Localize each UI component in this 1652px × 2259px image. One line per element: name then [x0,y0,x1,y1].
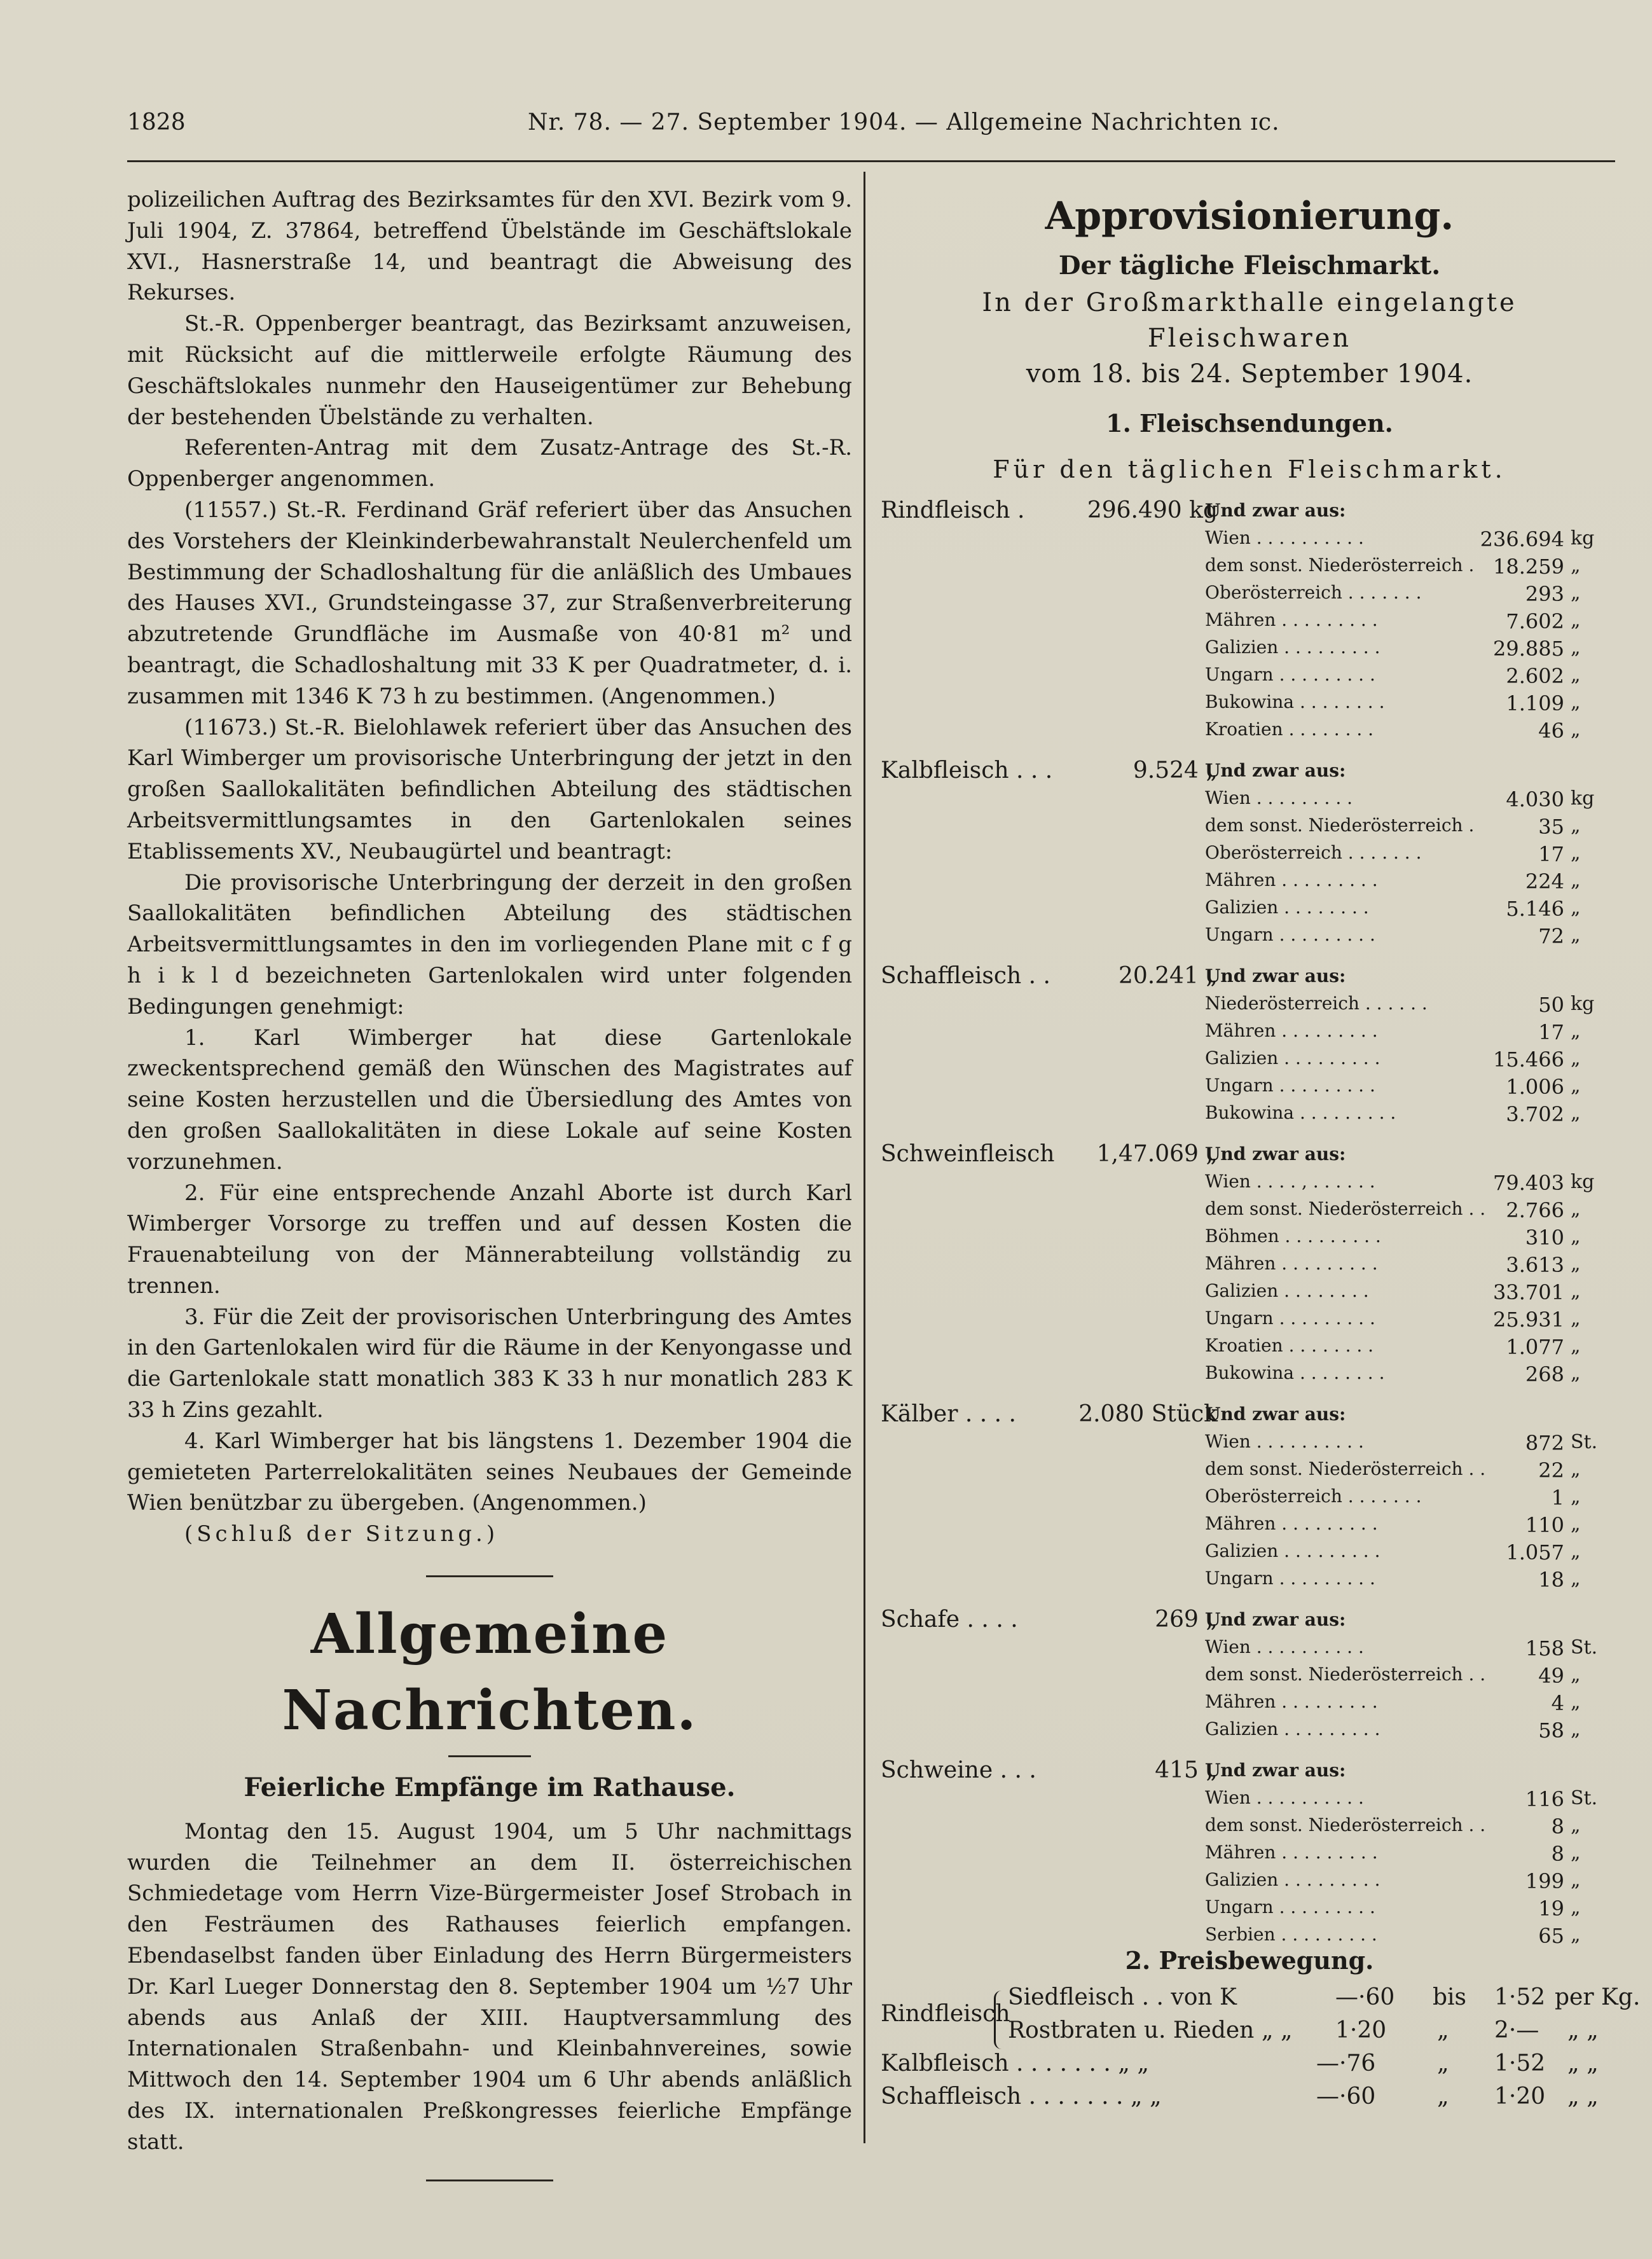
origin-row [1205,1689,1618,1716]
paragraph: 1. Karl Wimberger hat diese Gartenlokale zweckentsprechend gemäß den Wünschen des Magistrates auf seine Kosten herzustellen und die Übersiedlung des Amtes von den großen Saallokalitäten in diese Lokale auf seine Kosten vorzunehmen. [127,1025,852,1175]
origin-row [1205,634,1618,661]
origin-row [1205,922,1618,949]
shipment-block [881,963,1618,1141]
origin-unit: „ [1571,815,1581,837]
origin-row [1205,867,1618,894]
origin-name: Galizien . . . . . . . . . [1205,1047,1380,1068]
meat-type: Kalbfleisch . . . [881,757,1053,784]
origin-unit: „ [1571,1458,1581,1481]
origin-name: Ungarn . . . . . . . . . [1205,1896,1375,1917]
paragraph: (11557.) St.-R. Ferdinand Gräf referiert über das Ansuchen des Vorstehers der Kleinkinderbewahranstalt Neulerchenfeld um Bestimmung der Schadloshaltung für die anläßlich des Umbaues des Hauses XVI., Grundsteingasse 37, zur Straßenverbreiterung abzutretende Grundfläche im Ausmaße von 40·81 m² und beantragt, die Schadloshaltung mit 33 K per Quadratmeter, d. i. zusammen mit 1346 K 73 h zu bestimmen. (Angenommen.) [127,497,852,709]
origin-value: 2.602 [1506,664,1564,688]
origin-row [1205,894,1618,922]
origin-value: 4 [1551,1691,1564,1715]
price-to: 1·52 [1494,2050,1546,2076]
meat-type: Rindfleisch . [881,497,1025,523]
origin-name: Wien . . . . . . . . . [1205,787,1353,808]
origin-value: 224 [1525,869,1564,894]
origin-unit: „ [1571,1486,1581,1508]
meat-type: Schweine . . . [881,1757,1036,1783]
origin-list [1205,1606,1618,1743]
paragraph: 4. Karl Wimberger hat bis längstens 1. Dezember 1904 die gemieteten Parterrelokalitäten seines Neubaues der Gemeinde Wien benützbar zu übergeben. (Angenommen.) [127,1428,852,1516]
origin-unit: „ [1571,1308,1581,1330]
origin-unit: St. [1571,1787,1598,1809]
origin-row [1205,1045,1618,1072]
origin-row [1205,990,1618,1018]
origin-list [1205,1757,1618,1949]
origin-row [1205,1305,1618,1332]
origin-value: 268 [1525,1362,1564,1386]
origin-value: 22 [1538,1458,1564,1482]
origin-value: 46 [1538,719,1564,743]
price-label: Rindfleisch [881,2001,1010,2027]
meat-type: Schafe . . . . [881,1606,1018,1633]
paragraph: Montag den 15. August 1904, um 5 Uhr nachmittags wurden die Teilnehmer an dem II. österreichischen Schmiedetage vom Herrn Vize-Bürgermeister Josef Strobach in den Festräumen des Rathauses feierlich empfangen. Ebendaselbst fanden über Einladung des Herrn Bürgermeisters Dr. Karl Lueger Donnerstag den 8. September 1904 um ½7 Uhr abends aus Anlaß der XIII. Hauptversammlung des Internationalen Straßenbahn- und Kleinbahnvereines, sowie Mittwoch den 14. September 1904 um 6 Uhr abends anläßlich des IX. internationalen Preßkongresses feierliche Empfänge statt. [127,1818,852,2155]
section-subtitle: Feierliche Empfänge im Rathause. [244,1772,736,1803]
origin-name: Mähren . . . . . . . . . [1205,1253,1378,1274]
origin-name: Galizien . . . . . . . . [1205,1280,1369,1301]
origin-value: 158 [1525,1636,1564,1661]
origin-row [1205,812,1618,839]
origin-unit: „ [1571,842,1581,864]
origin-name: Ungarn . . . . . . . . . [1205,1308,1375,1329]
origin-unit: „ [1571,691,1581,714]
header-rule [127,160,1615,162]
origin-row [1205,785,1618,812]
origin-value: 8 [1551,1842,1564,1866]
meat-type: Schaffleisch . . [881,963,1050,989]
price-row [881,1984,1641,2027]
origin-name: Und zwar aus: [1205,1609,1346,1630]
meat-total: 1,47.069 „ [1096,1141,1218,1167]
price-row [881,2083,1618,2117]
origin-name: dem sonst. Niederösterreich . . [1205,1814,1486,1835]
origin-name: dem sonst. Niederösterreich . [1205,555,1475,576]
paragraph: polizeilichen Auftrag des Bezirksamtes für den XVI. Bezirk vom 9. Juli 1904, Z. 37864, betreffend Übelstände im Geschäftslokale XVI., Hasnerstraße 14, und beantragt die Abweisung des Rekurses. [127,187,852,306]
origin-unit: „ [1571,1664,1581,1686]
origin-row [1205,963,1618,990]
price-from: —·60 [1316,2083,1376,2110]
price-row [881,2050,1618,2083]
origin-row [1205,1921,1618,1949]
meat-total: 9.524 „ [1132,757,1218,784]
origin-value: 19 [1538,1896,1564,1921]
running-header [127,109,1615,148]
origin-unit: „ [1571,1335,1581,1357]
origin-row [1205,1250,1618,1278]
origin-list [1205,757,1618,949]
origin-unit: St. [1571,1431,1598,1453]
origin-row [1205,1565,1618,1592]
origin-name: Bukowina . . . . . . . . . [1205,1102,1396,1123]
origin-row [1205,1867,1618,1894]
origin-name: dem sonst. Niederösterreich . [1205,815,1475,836]
origin-row [1205,1278,1618,1305]
origin-unit: „ [1571,1075,1581,1097]
origin-row [1205,1196,1618,1223]
shipment-block [881,1757,1618,1963]
origin-row [1205,1223,1618,1250]
origin-value: 1.057 [1506,1540,1564,1565]
origin-value: 17 [1538,1020,1564,1044]
paragraph: (11673.) St.-R. Bielohlawek referiert über das Ansuchen des Karl Wimberger um provisorische Unterbringung der jetzt in den großen Saallokalitäten befindlichen Abteilung des städtischen Arbeitsvermittlungsamtes in den Gartenlokalen seines Etablissements XV., Neubaugürtel und beantragt: [127,714,852,864]
origin-value: 3.613 [1506,1253,1564,1277]
meat-type: Kälber . . . . [881,1401,1016,1427]
origin-value: 872 [1525,1431,1564,1455]
column-divider [864,172,865,2143]
origin-row [1205,1483,1618,1510]
origin-unit: „ [1571,1540,1581,1563]
origin-name: Kroatien . . . . . . . . [1205,719,1374,740]
origin-unit: „ [1571,1691,1581,1713]
origin-name: Oberösterreich . . . . . . . [1205,582,1422,603]
origin-name: Mähren . . . . . . . . . [1205,869,1378,890]
origin-unit: kg [1571,527,1595,549]
origin-name: Oberösterreich . . . . . . . [1205,842,1422,863]
origin-unit: „ [1571,609,1581,632]
meat-total: 296.490 kg [1087,497,1218,523]
origin-value: 58 [1538,1718,1564,1743]
origin-row [1205,1360,1618,1387]
shipment-block [881,1141,1618,1401]
right-title: Approvisionierung. [1045,194,1454,238]
origin-name: Galizien . . . . . . . . . [1205,637,1380,658]
origin-value: 236.694 [1480,527,1564,551]
title-underline [448,1755,531,1757]
origin-unit: „ [1571,924,1581,946]
page-number: 1828 [127,109,186,135]
section-divider [426,1575,553,1577]
price-from: —·60 [1335,1984,1395,2010]
origin-unit: „ [1571,664,1581,686]
meat-total: 2.080 Stück [1078,1401,1218,1427]
origin-name: Und zwar aus: [1205,965,1346,986]
origin-name: Kroatien . . . . . . . . [1205,1335,1374,1356]
price-unit: „ „ [1567,2083,1599,2110]
origin-row [1205,1510,1618,1538]
meat-total: 20.241 „ [1118,963,1218,989]
end-divider [426,2180,553,2181]
paragraph: Die provisorische Unterbringung der derzeit in den großen Saallokalitäten befindlichen Abteilung des städtischen Arbeitsvermittlungsamtes in den im vorliegenden Plane mit c f g h i k l d bezeichneten Gartenlokalen wird unter folgenden Bedingungen genehmigt: [127,869,852,1019]
origin-row [1205,1018,1618,1045]
origin-unit: „ [1571,1280,1581,1302]
origin-unit: „ [1571,582,1581,604]
shipment-block [881,1606,1618,1757]
origin-value: 7.602 [1506,609,1564,633]
paragraph: St.-R. Oppenberger beantragt, das Bezirksamt anzuweisen, mit Rücksicht auf die mittlerweile erfolgte Räumung des Geschäftslokales nunmehr den Hauseigentümer zur Behebung der bestehenden Übelstände zu verhalten. [127,311,852,430]
intro-line: In der Großmarkthalle eingelangte Fleischwaren [982,288,1517,353]
price-item: Rostbraten u. Rieden „ „ [1008,2017,1293,2043]
section-heading: 1. Fleischsendungen. [1106,409,1393,438]
origin-row [1205,1661,1618,1689]
origin-row [1205,1072,1618,1100]
price-label: Kalbfleisch . . . . . . . „ „ [881,2050,1149,2076]
origin-list [1205,497,1618,743]
meat-type: Schweinfleisch [881,1141,1055,1167]
origin-value: 35 [1538,815,1564,839]
origin-unit: „ [1571,1513,1581,1535]
origin-row [1205,1428,1618,1456]
origin-value: 65 [1538,1924,1564,1948]
origin-value: 33.701 [1493,1280,1564,1304]
price-unit: „ „ [1567,2017,1599,2043]
origin-value: 1.109 [1506,691,1564,715]
origin-name: Oberösterreich . . . . . . . [1205,1486,1422,1507]
origin-name: Wien . . . . . . . . . . [1205,1636,1364,1657]
origin-name: Ungarn . . . . . . . . . [1205,924,1375,945]
origin-row [1205,661,1618,689]
shipment-block [881,1401,1618,1606]
origin-name: Und zwar aus: [1205,760,1346,781]
origin-row [1205,497,1618,525]
price-bis: „ [1437,2050,1449,2076]
running-title: Nr. 78. — 27. September 1904. — Allgemeine Nachrichten ɪc. [528,109,1280,135]
origin-unit: „ [1571,1568,1581,1590]
origin-value: 1.077 [1506,1335,1564,1359]
price-row [881,2017,1618,2050]
origin-row [1205,1606,1618,1634]
origin-name: Galizien . . . . . . . . [1205,897,1369,918]
origin-unit: „ [1571,555,1581,577]
right-column [881,191,1618,1963]
origin-unit: kg [1571,787,1595,810]
origin-row [1205,579,1618,607]
origin-value: 4.030 [1506,787,1564,812]
origin-name: Und zwar aus: [1205,1760,1346,1781]
origin-name: Und zwar aus: [1205,1404,1346,1425]
section-subheading: Für den täglichen Fleischmarkt. [993,455,1506,483]
meat-total: 269 „ [1155,1606,1218,1633]
origin-value: 25.931 [1493,1308,1564,1332]
origin-name: Mähren . . . . . . . . . [1205,1020,1378,1041]
origin-row [1205,1100,1618,1127]
origin-value: 1.006 [1506,1075,1564,1099]
origin-row [1205,552,1618,579]
paragraph: Referenten-Antrag mit dem Zusatz-Antrage des St.-R. Oppenberger angenommen. [127,435,852,492]
origin-name: Wien . . . . . . . . . . [1205,1787,1364,1808]
origin-value: 310 [1525,1226,1564,1250]
origin-name: Serbien . . . . . . . . . [1205,1924,1377,1945]
origin-row [1205,1634,1618,1661]
origin-row [1205,607,1618,634]
origin-unit: „ [1571,1253,1581,1275]
left-column [127,184,852,2200]
price-to: 2·— [1494,2017,1539,2043]
origin-unit: „ [1571,1842,1581,1864]
origin-name: Ungarn . . . . . . . . . [1205,664,1375,685]
price-to: 1·20 [1494,2083,1546,2110]
origin-name: Mähren . . . . . . . . . [1205,609,1378,630]
price-from: 1·20 [1335,2017,1387,2043]
origin-row [1205,1538,1618,1565]
origin-name: Galizien . . . . . . . . . [1205,1540,1380,1561]
origin-name: Mähren . . . . . . . . . [1205,1842,1378,1863]
price-bis: „ [1437,2083,1449,2110]
origin-row [1205,1894,1618,1921]
origin-row [1205,1839,1618,1867]
origin-value: 8 [1551,1814,1564,1839]
origin-row [1205,525,1618,552]
price-unit: „ „ [1567,2050,1599,2076]
origin-value: 5.146 [1506,897,1564,921]
price-item: Siedfleisch . . von K [1008,1984,1237,2010]
origin-value: 293 [1525,582,1564,606]
origin-unit: „ [1571,1102,1581,1124]
origin-value: 116 [1525,1787,1564,1811]
price-unit: per Kg. [1555,1984,1641,2010]
origin-unit: kg [1571,1171,1595,1193]
origin-unit: „ [1571,897,1581,919]
origin-value: 29.885 [1493,637,1564,661]
origin-value: 199 [1525,1869,1564,1893]
origin-row [1205,1785,1618,1812]
shipments-table [881,497,1618,1963]
origin-name: Mähren . . . . . . . . . [1205,1513,1378,1534]
origin-list [1205,1401,1618,1592]
origin-value: 79.403 [1493,1171,1564,1195]
origin-name: Wien . . . . . . . . . . [1205,1431,1364,1452]
origin-unit: „ [1571,1814,1581,1837]
origin-unit: „ [1571,1226,1581,1248]
origin-name: Wien . . . . , . . . . . . [1205,1171,1375,1192]
origin-value: 15.466 [1493,1047,1564,1072]
origin-row [1205,1757,1618,1785]
origin-value: 17 [1538,842,1564,866]
session-end: (Schluß der Sitzung.) [184,1521,499,1547]
origin-name: Böhmen . . . . . . . . . [1205,1226,1381,1247]
origin-unit: „ [1571,1047,1581,1070]
origin-unit: „ [1571,1362,1581,1385]
shipment-block [881,757,1618,963]
origin-name: dem sonst. Niederösterreich . . [1205,1198,1486,1219]
section-title: Allgemeine Nachrichten. [282,1602,698,1743]
origin-name: dem sonst. Niederösterreich . . [1205,1458,1486,1479]
origin-value: 49 [1538,1664,1564,1688]
origin-row [1205,757,1618,785]
origin-name: Mähren . . . . . . . . . [1205,1691,1378,1712]
origin-value: 2.766 [1506,1198,1564,1222]
origin-name: Galizien . . . . . . . . . [1205,1869,1380,1890]
origin-row [1205,716,1618,743]
origin-unit: „ [1571,869,1581,892]
price-bis: „ [1437,2017,1449,2043]
price-heading: 2. Preisbewegung. [1125,1946,1374,1975]
origin-unit: „ [1571,1896,1581,1919]
origin-row [1205,1332,1618,1360]
origin-value: 18.259 [1493,555,1564,579]
paragraph: 2. Für eine entsprechende Anzahl Aborte ist durch Karl Wimberger Vorsorge zu treffen und auf dessen Kosten die Frauenabteilung von der Männerabteilung vollständig zu trennen. [127,1180,852,1299]
origin-value: 1 [1551,1486,1564,1510]
origin-value: 3.702 [1506,1102,1564,1126]
origin-unit: „ [1571,1020,1581,1042]
intro-line: vom 18. bis 24. September 1904. [1026,359,1473,389]
origin-name: Galizien . . . . . . . . . [1205,1718,1380,1739]
origin-unit: St. [1571,1636,1598,1659]
origin-list [1205,963,1618,1127]
origin-unit: kg [1571,993,1595,1015]
right-subtitle: Der tägliche Fleischmarkt. [1058,251,1441,280]
origin-name: Und zwar aus: [1205,500,1346,521]
origin-name: Wien . . . . . . . . . . [1205,527,1364,548]
price-to: 1·52 [1494,1984,1546,2010]
origin-name: Ungarn . . . . . . . . . [1205,1568,1375,1589]
origin-value: 50 [1538,993,1564,1017]
origin-name: dem sonst. Niederösterreich . . [1205,1664,1486,1685]
origin-list [1205,1141,1618,1387]
origin-row [1205,839,1618,867]
origin-row [1205,1456,1618,1483]
origin-value: 18 [1538,1568,1564,1592]
origin-value: 110 [1525,1513,1564,1537]
origin-value: 72 [1538,924,1564,948]
origin-unit: „ [1571,637,1581,659]
origin-name: Und zwar aus: [1205,1143,1346,1164]
origin-unit: „ [1571,1924,1581,1946]
price-from: —·76 [1316,2050,1376,2076]
price-label: Schaffleisch . . . . . . . „ „ [881,2083,1162,2110]
origin-unit: „ [1571,1869,1581,1891]
origin-row [1205,689,1618,716]
origin-unit: „ [1571,1198,1581,1220]
origin-row [1205,1141,1618,1168]
origin-name: Bukowina . . . . . . . . [1205,691,1385,712]
origin-name: Bukowina . . . . . . . . [1205,1362,1385,1383]
meat-total: 415 „ [1155,1757,1218,1783]
origin-name: Niederösterreich . . . . . . [1205,993,1428,1014]
origin-unit: „ [1571,1718,1581,1741]
origin-unit: „ [1571,719,1581,741]
origin-row [1205,1168,1618,1196]
origin-row [1205,1812,1618,1839]
origin-row [1205,1716,1618,1743]
origin-row [1205,1401,1618,1428]
paragraph: 3. Für die Zeit der provisorischen Unterbringung des Amtes in den Gartenlokalen wird für die Räume in der Kenyongasse und die Gartenlokale statt monatlich 383 K 33 h nur monatlich 283 K 33 h Zins gezahlt. [127,1304,852,1423]
price-section [881,1946,1641,2117]
origin-name: Ungarn . . . . . . . . . [1205,1075,1375,1096]
price-bis: bis [1433,1984,1467,2010]
shipment-block [881,497,1618,757]
